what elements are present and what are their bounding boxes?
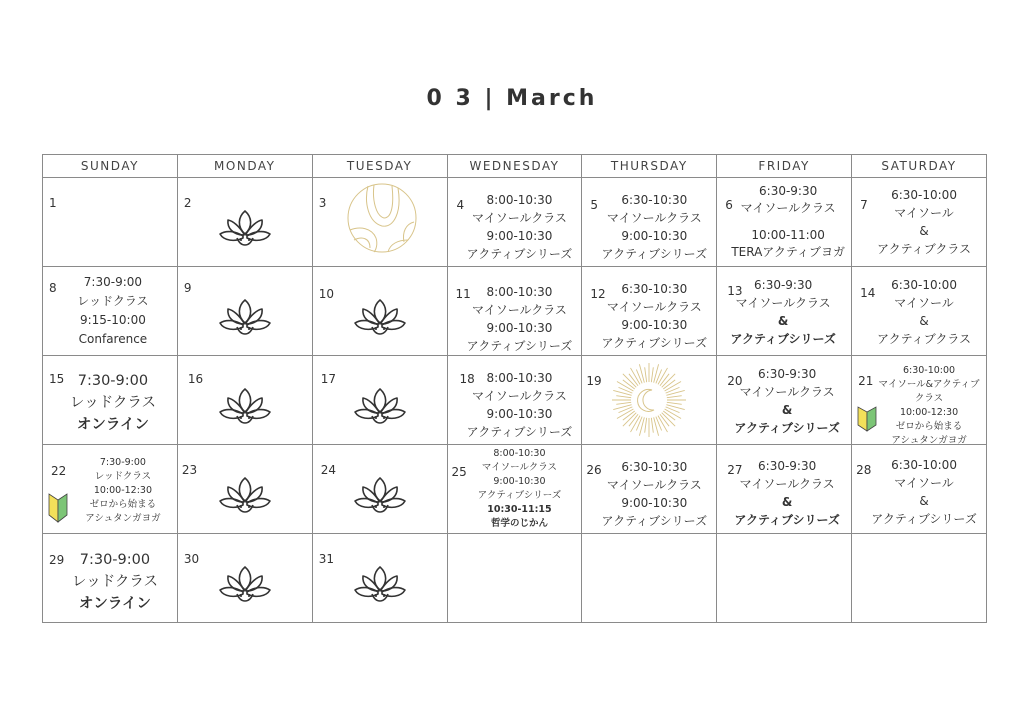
day-cell-17[interactable]	[312, 356, 447, 445]
sun-ray	[645, 418, 647, 433]
day-number: 21	[858, 374, 874, 388]
lotus-icon	[352, 563, 408, 603]
event-time: 10:00-11:00	[751, 228, 825, 242]
event-time: 9:00-10:30	[493, 476, 546, 487]
day-cell-20[interactable]	[717, 356, 852, 445]
event-time: 8:00-10:30	[486, 371, 553, 385]
weekday-wednesday: WEDNESDAY	[447, 155, 582, 178]
event-list	[719, 276, 847, 348]
day-number: 25	[451, 465, 467, 479]
event-class: マイソール	[894, 206, 954, 220]
day-number: 18	[459, 372, 475, 386]
event-list	[462, 447, 578, 531]
event-class: アクティブシリーズ	[601, 514, 708, 528]
day-cell-7[interactable]	[852, 178, 987, 267]
event-class: ゼロから始まる	[895, 421, 963, 432]
event-class: アクティブシリーズ	[466, 247, 573, 261]
event-class: レッドクラス	[69, 395, 156, 411]
day-cell-empty	[582, 534, 717, 623]
day-number: 6	[725, 198, 733, 212]
weekday-thursday: THURSDAY	[582, 155, 717, 178]
event-time: 7:30-9:00	[79, 552, 151, 568]
sun-ray	[617, 402, 632, 404]
sun-ray	[652, 418, 654, 433]
event-class: レッドクラス	[71, 574, 158, 590]
day-cell-4[interactable]	[447, 178, 582, 267]
day-cell-5[interactable]	[582, 178, 717, 267]
sun-ray	[652, 367, 654, 382]
day-cell-28[interactable]	[852, 445, 987, 534]
event-time: 6:30-10:00	[891, 278, 957, 292]
event-list	[727, 365, 847, 437]
lotus-icon	[352, 296, 408, 336]
event-time: 10:30-11:15	[487, 504, 552, 515]
event-amp: &	[781, 495, 793, 509]
event-time: 10:00-12:30	[899, 407, 959, 418]
day-cell-10[interactable]	[312, 267, 447, 356]
week-row	[43, 534, 987, 623]
event-list	[866, 276, 982, 348]
event-time: 8:00-10:30	[486, 193, 553, 207]
calendar-table	[42, 154, 987, 623]
day-cell-9[interactable]	[177, 267, 312, 356]
day-number: 23	[181, 463, 198, 477]
event-class: マイソールクラス	[471, 303, 567, 317]
day-cell-23[interactable]	[177, 445, 312, 534]
event-class: アクティブクラス	[877, 332, 972, 346]
sun-ray	[667, 390, 685, 395]
event-time: 6:30-10:30	[621, 460, 688, 474]
day-number: 8	[49, 281, 57, 295]
event-class: TERAアクティブヨガ	[731, 245, 845, 259]
event-time: 6:30-10:00	[891, 458, 957, 472]
lotus-icon	[352, 474, 408, 514]
sun-ray	[654, 417, 659, 435]
day-number: 3	[318, 196, 327, 210]
event-list	[462, 283, 578, 355]
day-cell-25[interactable]	[447, 445, 582, 534]
event-class: マイソールクラス	[739, 477, 835, 491]
weekday-sunday: SUNDAY	[43, 155, 178, 178]
event-list	[53, 370, 173, 436]
day-number: 30	[183, 552, 200, 566]
event-spacer	[729, 217, 847, 227]
day-number: 28	[856, 463, 872, 477]
event-class: マイソールクラス	[740, 201, 836, 215]
day-number: 31	[318, 552, 334, 566]
event-class: アクティブシリーズ	[466, 339, 573, 353]
event-list	[459, 369, 578, 441]
sun-ray	[667, 396, 682, 398]
event-amp: &	[777, 314, 789, 328]
day-cell-19[interactable]	[582, 356, 717, 445]
full-moon-icon	[346, 182, 418, 254]
event-class: ゼロから始まる	[89, 499, 157, 510]
day-number: 26	[586, 463, 602, 477]
event-class: マイソール	[894, 296, 954, 310]
event-list	[462, 191, 578, 263]
event-time: 9:00-10:30	[621, 318, 688, 332]
event-class: アクティブシリーズ	[871, 512, 977, 526]
sun-ray	[614, 405, 632, 410]
day-cell-24[interactable]	[312, 445, 447, 534]
event-class: クラス	[914, 393, 944, 404]
event-class: アクティブシリーズ	[601, 336, 708, 350]
beginner-mark-icon	[857, 406, 877, 432]
sun-ray	[617, 396, 632, 398]
day-cell-15[interactable]	[43, 356, 178, 445]
sun-ray	[667, 405, 685, 410]
day-cell-11[interactable]	[447, 267, 582, 356]
lotus-icon	[217, 296, 273, 336]
day-cell-31[interactable]	[312, 534, 447, 623]
event-class: マイソールクラス	[606, 211, 702, 225]
day-cell-8[interactable]	[43, 267, 178, 356]
event-class: マイソール&アクティブ	[878, 379, 980, 390]
week-row	[43, 267, 987, 356]
event-time: 6:30-9:30	[754, 278, 813, 292]
event-time: 7:30-9:00	[99, 457, 146, 468]
event-class: レッドクラス	[94, 471, 152, 482]
event-online: オンライン	[78, 596, 151, 612]
day-number: 2	[183, 196, 192, 210]
event-time: 9:00-10:30	[621, 496, 688, 510]
event-class: マイソールクラス	[471, 211, 567, 225]
lotus-icon	[217, 563, 273, 603]
weekday-saturday: SATURDAY	[852, 155, 987, 178]
day-cell-6[interactable]	[717, 178, 852, 267]
event-amp: &	[919, 494, 929, 508]
event-list	[73, 456, 173, 526]
day-cell-14[interactable]	[852, 267, 987, 356]
event-class: アシュタンガヨガ	[85, 513, 161, 524]
event-class: マイソールクラス	[739, 385, 835, 399]
event-class: マイソールクラス	[606, 300, 702, 314]
day-number: 24	[320, 463, 336, 477]
day-cell-18[interactable]	[447, 356, 582, 445]
day-number: 22	[51, 464, 67, 478]
event-amp: &	[919, 314, 929, 328]
event-time: 8:00-10:30	[493, 448, 546, 459]
event-online: オンライン	[76, 417, 149, 433]
event-class: アクティブシリーズ	[466, 425, 573, 439]
event-class: マイソールクラス	[735, 296, 831, 310]
day-cell-empty	[852, 534, 987, 623]
week-row	[43, 178, 987, 267]
page-title: 0 3 | March	[426, 86, 598, 111]
event-time: 6:30-9:30	[759, 184, 818, 198]
event-time: 6:30-10:00	[891, 188, 957, 202]
day-number: 16	[187, 372, 204, 386]
event-time: 9:00-10:30	[486, 321, 553, 335]
event-list	[866, 186, 982, 258]
event-class: マイソールクラス	[481, 462, 558, 473]
event-list	[727, 457, 847, 529]
event-time: 7:30-9:00	[83, 275, 143, 289]
sun-ray	[645, 367, 647, 382]
weekday-monday: MONDAY	[177, 155, 312, 178]
day-cell-3[interactable]	[312, 178, 447, 267]
day-cell-30[interactable]	[177, 534, 312, 623]
lotus-icon	[217, 385, 273, 425]
new-moon-icon	[609, 360, 689, 440]
day-number: 7	[860, 198, 868, 212]
event-list	[53, 273, 173, 349]
weekday-friday: FRIDAY	[717, 155, 852, 178]
event-class: アクティブシリーズ	[734, 421, 840, 435]
day-cell-29[interactable]	[43, 534, 178, 623]
day-cell-1[interactable]	[43, 178, 178, 267]
week-row	[43, 445, 987, 534]
day-number: 14	[860, 286, 876, 300]
day-number: 4	[456, 198, 465, 212]
day-number: 29	[49, 553, 65, 567]
event-time: 6:30-9:30	[758, 459, 817, 473]
day-number: 5	[590, 198, 599, 212]
day-number: 27	[727, 463, 743, 477]
sun-ray	[654, 364, 659, 382]
event-class: アクティブシリーズ	[601, 247, 708, 261]
sun-ray	[614, 390, 632, 395]
event-list	[866, 456, 982, 528]
event-class: マイソール	[894, 476, 954, 490]
day-number: 15	[49, 372, 65, 386]
day-number: 10	[318, 287, 334, 301]
event-time: 6:30-10:30	[621, 282, 688, 296]
event-class: アクティブシリーズ	[730, 332, 836, 346]
day-cell-12[interactable]	[582, 267, 717, 356]
beginner-mark-icon	[48, 493, 68, 523]
event-list	[729, 183, 847, 261]
sun-ray	[667, 402, 682, 404]
event-amp: &	[919, 224, 929, 238]
event-class: アクティブシリーズ	[734, 513, 840, 527]
event-time: 6:30-10:00	[902, 365, 956, 376]
event-time: 7:30-9:00	[77, 373, 149, 389]
day-cell-26[interactable]	[582, 445, 717, 534]
event-time: 6:30-10:30	[621, 193, 688, 207]
event-time: 9:00-10:30	[621, 229, 688, 243]
day-number: 13	[727, 284, 743, 298]
lotus-icon	[217, 207, 273, 247]
event-list	[596, 191, 712, 263]
day-number: 1	[49, 196, 57, 210]
event-time: 9:00-10:30	[486, 407, 553, 421]
day-cell-empty	[447, 534, 582, 623]
day-cell-22[interactable]	[43, 445, 178, 534]
day-number: 11	[455, 287, 471, 301]
event-list	[874, 364, 984, 448]
event-class: アクティブクラス	[877, 242, 972, 256]
sun-ray	[640, 364, 645, 382]
week-row	[43, 356, 987, 445]
event-class: レッドクラス	[77, 294, 149, 308]
sun-ray	[640, 417, 645, 435]
day-number: 17	[320, 372, 336, 386]
day-cell-21[interactable]	[852, 356, 987, 445]
day-number: 19	[586, 374, 602, 388]
event-time: 9:15-10:00	[79, 313, 146, 327]
day-cell-27[interactable]	[717, 445, 852, 534]
event-class: アクティブシリーズ	[477, 490, 562, 501]
weekday-tuesday: TUESDAY	[312, 155, 447, 178]
lotus-icon	[352, 385, 408, 425]
event-class: Confarence	[78, 332, 148, 346]
lotus-icon	[217, 474, 273, 514]
weekday-header	[43, 155, 987, 178]
event-time: 10:00-12:30	[93, 485, 153, 496]
event-class: マイソールクラス	[606, 478, 702, 492]
event-list	[596, 280, 712, 352]
day-cell-13[interactable]	[717, 267, 852, 356]
event-time: 9:00-10:30	[486, 229, 553, 243]
day-number: 12	[590, 287, 606, 301]
event-list	[596, 458, 712, 530]
event-class: マイソールクラス	[471, 389, 567, 403]
event-class: アシュタンガヨガ	[891, 435, 967, 446]
day-cell-16[interactable]	[177, 356, 312, 445]
event-time: 6:30-9:30	[758, 367, 817, 381]
event-list	[57, 549, 173, 615]
day-number: 20	[727, 374, 743, 388]
event-class: 哲学のじかん	[490, 518, 548, 529]
event-time: 8:00-10:30	[486, 285, 553, 299]
event-amp: &	[781, 403, 793, 417]
day-cell-empty	[717, 534, 852, 623]
day-number: 9	[183, 281, 192, 295]
day-cell-2[interactable]	[177, 178, 312, 267]
